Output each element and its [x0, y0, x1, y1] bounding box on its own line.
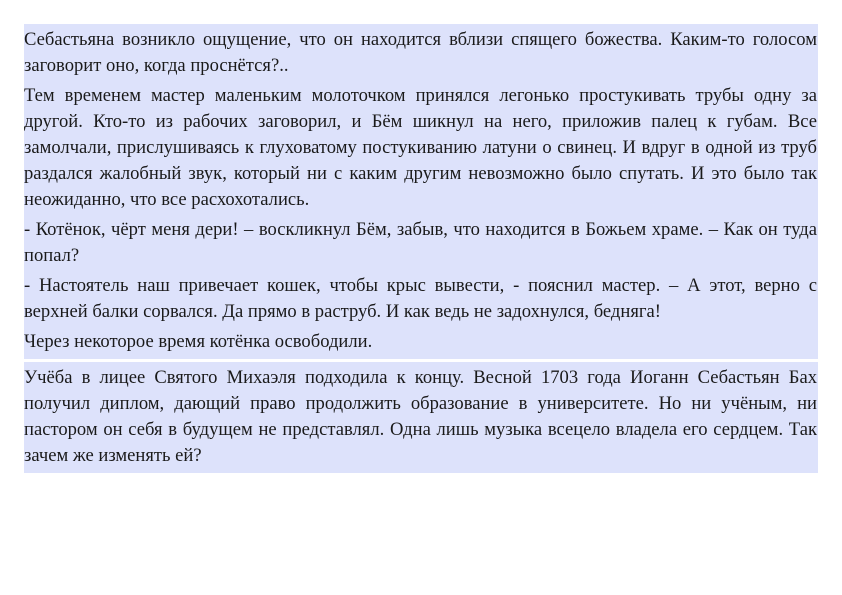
text-block-story	[24, 24, 818, 359]
document-page	[24, 24, 818, 473]
paragraph: - Котёнок, чёрт меня дери! – воскликнул Бём, забыв, что находится в Божьем храме. – Как он туда попал?	[24, 219, 817, 266]
paragraph: - Настоятель наш привечает кошек, чтобы крыс вывести, - пояснил мастер. – А этот, верно с верхней балки сорвался. Да прямо в раструб. И как ведь не задохнулся, бедняга!	[24, 275, 817, 322]
paragraph: Учёба в лицее Святого Михаэля подходила к концу. Весной 1703 года Иоганн Себастьян Бах получил диплом, дающий право продолжить образование в университете. Но ни учёным, ни пастором он себя в будущем не представлял. Одна лишь музыка всецело владела его сердцем. Так зачем же изменять ей?	[24, 367, 817, 466]
paragraph: Тем временем мастер маленьким молоточком принялся легонько простукивать трубы одну за другой. Кто-то из рабочих заговорил, и Бём шикнул на него, приложив палец к губам. Все замолчали, прислушиваясь к глуховатому постукиванию латуни о свинец. И вдруг в одной из труб раздался жалобный звук, который ни с каким другим невозможно было спутать. И это было так неожиданно, что все расхохотались.	[24, 85, 817, 210]
paragraph: Себастьяна возникло ощущение, что он находится вблизи спящего божества. Каким-то голосом заговорит оно, когда проснётся?..	[24, 29, 817, 76]
text-block-lyceum	[24, 362, 818, 473]
paragraph: Через некоторое время котёнка освободили.	[24, 331, 373, 352]
